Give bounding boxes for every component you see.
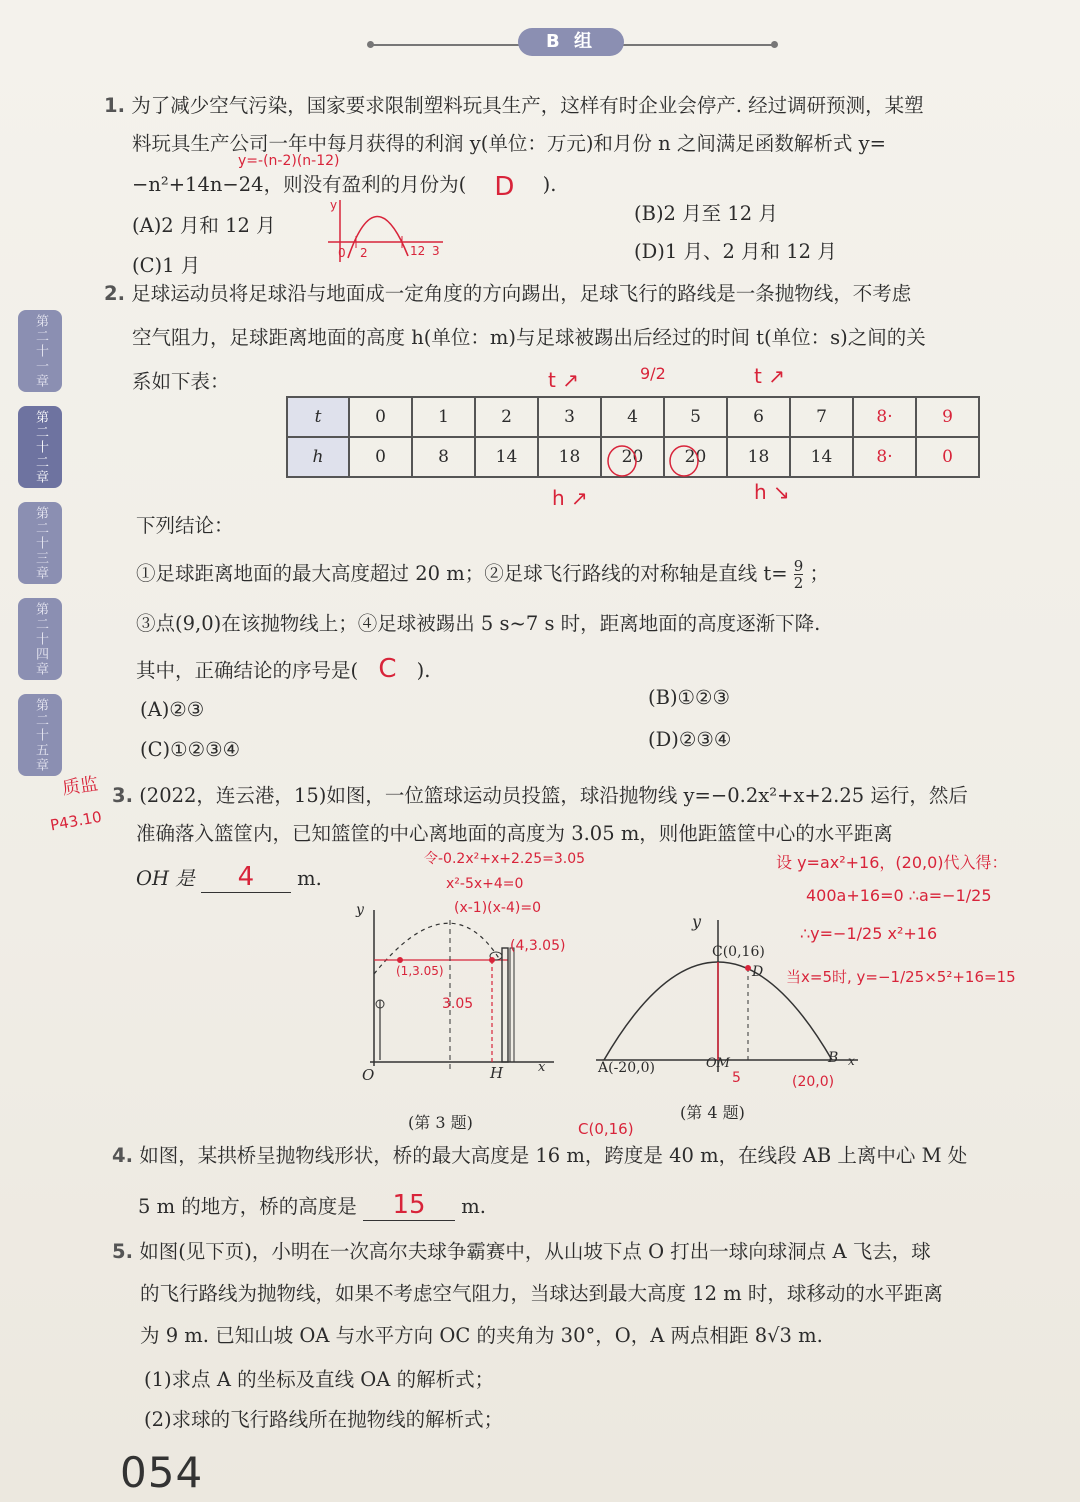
q1-sketch-two: 2	[360, 246, 368, 260]
q4-text2a: 5 m 的地方，桥的高度是	[138, 1195, 357, 1218]
cell-h: 14	[790, 437, 853, 477]
chapter-tab-21[interactable]: 第二十一章	[18, 310, 62, 392]
q2-text1: 足球运动员将足球沿与地面成一定角度的方向踢出，足球飞行的路线是一条抛物线，不考虑	[131, 282, 912, 305]
q4-work-4: 当x=5时, y=−1/25×5²+16=15	[786, 968, 1016, 986]
cell-t: 2	[475, 397, 538, 437]
chapter-tab-23[interactable]: 第二十三章	[18, 502, 62, 584]
q4-fig-x: x	[848, 1054, 855, 1068]
q2-note-t1: t ↗	[548, 368, 579, 392]
q5-line1	[112, 1236, 931, 1264]
q2-line1	[104, 278, 911, 306]
q3-fig-p1: (1,3.05)	[396, 964, 444, 978]
q1-option-a: (A)2 月和 12 月	[132, 214, 276, 237]
q3-fig-x: x	[538, 1060, 546, 1075]
q4-fig-five: 5	[732, 1070, 741, 1086]
fraction-den: 2	[793, 574, 804, 592]
q2-line3: 系如下表：	[132, 370, 230, 393]
q1-option-d: (D)1 月、2 月和 12 月	[634, 240, 837, 263]
q2-note-h1: h ↗	[552, 486, 588, 510]
q1-sketch-twelve: 12	[410, 244, 426, 258]
q4-text2b: m.	[461, 1195, 486, 1218]
q2-circle-marks	[604, 440, 724, 484]
cell-h-circled: 20	[601, 437, 664, 477]
q5-sub1: (1)求点 A 的坐标及直线 OA 的解析式；	[144, 1368, 495, 1391]
q3-caption: (第 3 题)	[408, 1113, 473, 1132]
q2-conclusion-2: ③点(9,0)在该抛物线上；④足球被踢出 5 s~7 s 时，距离地面的高度逐渐下降.	[136, 612, 821, 635]
q3-line2: 准确落入篮筐内，已知篮筐的中心离地面的高度为 3.05 m，则他距篮筐中心的水平距离	[136, 822, 893, 845]
q3-work-2: x²-5x+4=0	[446, 876, 524, 892]
fraction-num: 9	[793, 557, 804, 575]
chapter-tab-24[interactable]: 第二十四章	[18, 598, 62, 680]
q2-c1-end: ；	[809, 562, 830, 585]
cell-t: 7	[790, 397, 853, 437]
q4-work-1: 设 y=ax²+16，(20,0)代入得：	[776, 853, 1008, 872]
cell-t: 5	[664, 397, 727, 437]
q3-answer-blank	[201, 862, 291, 893]
q1-answer: D	[494, 172, 515, 202]
q3-text1: (2022，连云港，15)如图，一位篮球运动员投篮，球沿抛物线 y=−0.2x²+x+2.25 运行，然后	[139, 784, 968, 807]
q1-text1: 为了减少空气污染，国家要求限制塑料玩具生产，这样有时企业会停产. 经过调研预测，某塑	[131, 94, 924, 117]
q1-line1	[104, 90, 924, 118]
q1-sketch-zero: 0	[338, 246, 346, 260]
q3-fig-p2: (4,3.05)	[510, 938, 566, 954]
q5-line2: 的飞行路线为抛物线，如果不考虑空气阻力，当球达到最大高度 12 m 时，球移动的水平距离	[140, 1282, 943, 1305]
q4-work-2: 400a+16=0 ∴a=−1/25	[806, 886, 992, 905]
q2-conclusions-label: 下列结论：	[136, 514, 234, 537]
q3-number: 3.	[112, 784, 133, 807]
q3-answer: 4	[237, 862, 255, 892]
q4-fig-b-coord: (20,0)	[792, 1074, 835, 1090]
cell-t: 1	[412, 397, 475, 437]
q2-option-d: (D)②③④	[648, 728, 732, 751]
q3-figure	[340, 900, 560, 1090]
q4-text1: 如图，某拱桥呈抛物线形状，桥的最大高度是 16 m，跨度是 40 m，在线段 AB 上离中心 M 处	[139, 1144, 968, 1167]
q3-text3b: m.	[297, 867, 322, 890]
cell-h: 14	[475, 437, 538, 477]
q1-sketch-three: 3	[432, 244, 440, 258]
cell-h-handwritten: 8·	[853, 437, 916, 477]
q3-work-3: (x-1)(x-4)=0	[454, 900, 541, 916]
q3-text3a: OH 是	[136, 867, 195, 890]
cell-t-handwritten: 8·	[853, 397, 916, 437]
q5-text1: 如图(见下页)，小明在一次高尔夫球争霸赛中，从山坡下点 O 打出一球向球洞点 A 飞去，球	[139, 1240, 931, 1263]
q2-conclusion-1	[136, 558, 829, 591]
cell-h: 18	[538, 437, 601, 477]
q1-option-c: (C)1 月	[132, 254, 201, 277]
q2-c1-text: ①足球距离地面的最大高度超过 20 m；②足球飞行路线的对称轴是直线 t=	[136, 562, 788, 585]
cell-h: 18	[727, 437, 790, 477]
q1-option-b: (B)2 月至 12 月	[634, 202, 778, 225]
q2-note-half: 9/2	[640, 364, 666, 383]
q3-margin-ref: P43.10	[48, 807, 104, 835]
cell-t: 6	[727, 397, 790, 437]
q4-fig-y: y	[692, 912, 702, 931]
q2-ask-end: ).	[416, 659, 431, 682]
cell-t: 3	[538, 397, 601, 437]
cell-h-handwritten: 0	[916, 437, 979, 477]
q3-fig-h: H	[490, 1064, 504, 1082]
q2-option-a: (A)②③	[140, 698, 205, 721]
q2-ask-text: 其中，正确结论的序号是(	[136, 659, 359, 682]
q3-line1	[112, 780, 968, 808]
cell-t-handwritten: 9	[916, 397, 979, 437]
chapter-tabs	[18, 310, 62, 790]
q2-table-row-t	[287, 397, 979, 437]
q3-fig-y: y	[356, 902, 364, 918]
q4-number: 4.	[112, 1144, 133, 1167]
cell-h-head: h	[287, 437, 349, 477]
cell-h-circled: 20	[664, 437, 727, 477]
q2-note-h2: h ↘	[754, 480, 790, 504]
q2-c1-fraction	[794, 558, 804, 591]
q4-fig-d: D	[752, 964, 764, 980]
rule-dot-left	[367, 41, 374, 48]
q2-ask	[136, 654, 430, 684]
q4-answer: 15	[392, 1190, 426, 1220]
q3-line3	[136, 862, 322, 893]
cell-t-head: t	[287, 397, 349, 437]
q4-c-note: C(0,16)	[578, 1120, 634, 1138]
rule-dot-right	[771, 41, 778, 48]
cell-h: 8	[412, 437, 475, 477]
q4-line2	[138, 1190, 486, 1221]
q1-line3	[132, 168, 557, 202]
q2-option-b: (B)①②③	[648, 686, 730, 709]
q4-line1	[112, 1140, 967, 1168]
q2-note-t2: t ↗	[754, 364, 785, 388]
q1-text3b: ).	[542, 173, 557, 196]
q2-option-c: (C)①②③④	[140, 738, 241, 761]
q4-work-3: ∴y=−1/25 x²+16	[800, 924, 938, 943]
q4-fig-a: A(-20,0)	[598, 1060, 655, 1076]
group-badge: B 组	[518, 28, 624, 56]
q3-work-1: 令-0.2x²+x+2.25=3.05	[424, 851, 586, 867]
q1-factor-note: y=-(n-2)(n-12)	[238, 153, 340, 169]
cell-t: 0	[349, 397, 412, 437]
page-number: 054	[120, 1448, 204, 1497]
q2-number: 2.	[104, 282, 125, 305]
q4-fig-c: C(0,16)	[712, 944, 765, 960]
q1-sketch-y: y	[330, 198, 338, 212]
q4-answer-blank	[363, 1190, 455, 1221]
q5-number: 5.	[112, 1240, 133, 1263]
q2-line2: 空气阻力，足球距离地面的高度 h(单位：m)与足球被踢出后经过的时间 t(单位：s)之间的关	[132, 326, 926, 349]
q1-text3a: −n²+14n−24，则没有盈利的月份为(	[132, 173, 467, 196]
q3-margin-note: 质监	[60, 773, 100, 800]
cell-h: 0	[349, 437, 412, 477]
q4-caption: (第 4 题)	[680, 1103, 745, 1122]
q3-fig-o: O	[362, 1066, 375, 1084]
cell-t: 4	[601, 397, 664, 437]
q2-answer: C	[378, 654, 397, 684]
q1-parabola-sketch	[328, 196, 448, 266]
q4-fig-m: OM	[706, 1056, 730, 1071]
q1-number: 1.	[104, 94, 125, 117]
chapter-tab-25[interactable]: 第二十五章	[18, 694, 62, 776]
q5-sub2: (2)求球的飞行路线所在抛物线的解析式；	[144, 1408, 504, 1431]
chapter-tab-22[interactable]: 第二十二章	[18, 406, 62, 488]
q1-line2: 料玩具生产公司一年中每月获得的利润 y(单位：万元)和月份 n 之间满足函数解析式 y=	[132, 132, 886, 155]
q4-fig-b: B	[828, 1050, 839, 1066]
q5-line3: 为 9 m. 已知山坡 OA 与水平方向 OC 的夹角为 30°，O，A 两点相距 8√3 m.	[140, 1324, 823, 1347]
q3-fig-height: 3.05	[442, 996, 474, 1012]
